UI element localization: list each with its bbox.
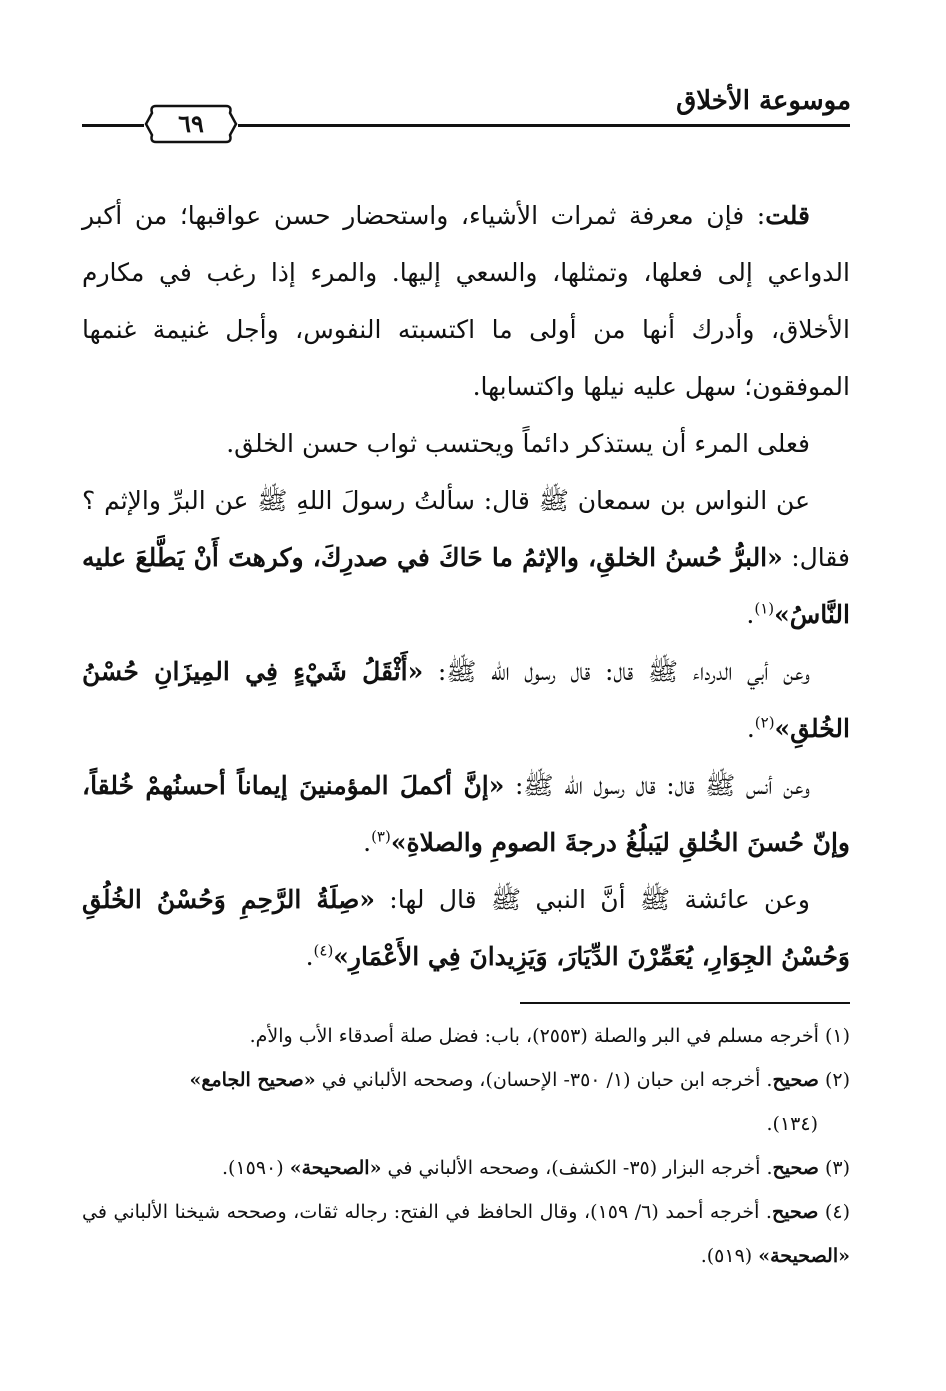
footnote-3-book: «الصحيحة»: [289, 1157, 382, 1179]
paragraph-1: [82, 187, 850, 415]
footnote-2-book: «صحيح الجامع»: [189, 1069, 316, 1091]
footnote-3: [82, 1146, 850, 1190]
paragraph-5: [82, 757, 850, 871]
footnote-ref-4: (٤): [313, 941, 334, 960]
footnote-ref-1: (١): [754, 599, 775, 618]
paragraph-3-intro: عن النواس بن سمعان ﷺ قال: سألتُ رسولَ اللهِ ﷺ عن البرِّ والإثم ؟ فقال:: [82, 486, 851, 572]
hadith-4: «صِلَةُ الرَّحِمِ وَحُسْنُ الخُلُقِ وَحُسْنُ الجِوَارِ، يُعَمِّرْنَ الدِّيَارَ، وَيَزِيدانَ فِي الأَعْمَارِ»: [82, 885, 850, 971]
footnote-4: [82, 1190, 850, 1278]
hadith-1: «البرُّ حُسنُ الخلقِ، والإثمُ ما حَاكَ في صدرِكَ، وكرهتَ أَنْ يَطَّلعَ عليه النَّاسُ»: [82, 543, 850, 629]
footnote-3-grade: صحيح: [772, 1157, 819, 1179]
header-rule-left: [82, 124, 144, 127]
header-rule-right: [238, 124, 850, 127]
footnote-3-number: (٣): [824, 1157, 850, 1179]
footnote-4-end: (٥١٩).: [700, 1245, 759, 1267]
footnote-1: (١) أخرجه مسلم في البر والصلة (٢٥٥٣)، باب: فضل صلة أصدقاء الأب والأم.: [249, 1025, 850, 1047]
paragraph-1-lead: قلت: [765, 201, 810, 230]
footnote-2: [82, 1058, 850, 1102]
footnote-separator: [520, 1002, 850, 1004]
main-text: [82, 187, 850, 985]
footnote-ref-3: (٣): [371, 827, 391, 846]
paragraph-4-end: .: [746, 714, 755, 743]
page-number: ٦٩: [178, 109, 204, 138]
footnote-3-end: (١٥٩٠).: [221, 1157, 290, 1179]
footnote-4-number: (٤): [824, 1201, 850, 1223]
running-header-title: موسوعة الأخلاق: [676, 86, 851, 116]
paragraph-5-intro: وعن أنس ﷺ قال: قال رسول اللّه ﷺ:: [504, 771, 810, 800]
paragraph-3-end: .: [746, 600, 755, 629]
paragraph-6-end: .: [305, 942, 314, 971]
footnote-2-number: (٢): [824, 1069, 850, 1091]
footnote-3-text: . أخرجه البزار (٣٥- الكشف)، وصححه الألباني في: [381, 1157, 773, 1179]
paragraph-2: فعلى المرء أن يستذكر دائماً ويحتسب ثواب حسن الخلق.: [226, 429, 810, 458]
paragraph-3: [82, 472, 850, 643]
page-number-frame: [144, 103, 238, 145]
footnote-2-grade: صحيح: [772, 1069, 819, 1091]
hadith-2: «أَثْقَلُ شَيْءٍ فِي المِيزَانِ حُسْنُ الخُلقِ»: [82, 657, 850, 743]
footnote-4-grade: صحيح: [771, 1201, 819, 1223]
footnote-ref-2: (٢): [754, 713, 775, 732]
footnote-2-text: . أخرجه ابن حبان (١/ ٣٥٠- الإحسان)، وصححه الألباني في: [315, 1069, 773, 1091]
footnote-4-text: . أخرجه أحمد (٦/ ١٥٩)، وقال الحافظ في الفتح: رجاله ثقات، وصححه شيخنا الألباني في: [82, 1201, 772, 1223]
footnotes: [82, 1014, 850, 1278]
footnote-2-continuation: (١٣٤).: [766, 1113, 818, 1135]
paragraph-1-text: : فإن معرفة ثمرات الأشياء، واستحضار حسن عواقبها؛ من أكبر الدواعي إلى فعلها، وتمثلها، والسعي إليها. والمرء إذا رغب في مكارم الأخلاق، وأدرك أنها من أولى ما اكتسبته النفوس، وأجل غنيمة غنمها الموفقون؛ سهل عليه نيلها واكتسابها.: [82, 201, 850, 401]
paragraph-6-intro: وعن عائشة ﷺ أنَّ النبي ﷺ قال لها:: [374, 885, 811, 914]
paragraph-4-intro: وعن أبي الدرداء ﷺ قال: قال رسول اللّه ﷺ:: [423, 657, 810, 686]
paragraph-6: [82, 871, 850, 985]
paragraph-5-end: .: [363, 828, 372, 857]
paragraph-4: [82, 643, 850, 757]
footnote-4-book: «الصحيحة»: [758, 1245, 850, 1267]
hadith-3: «إنَّ أكملَ المؤمنينَ إيماناً أحسنُهمْ خُلقاً، وإنّ حُسنَ الخُلقِ ليَبلُغُ درجةَ الصومِ والصلاةِ»: [82, 771, 850, 857]
